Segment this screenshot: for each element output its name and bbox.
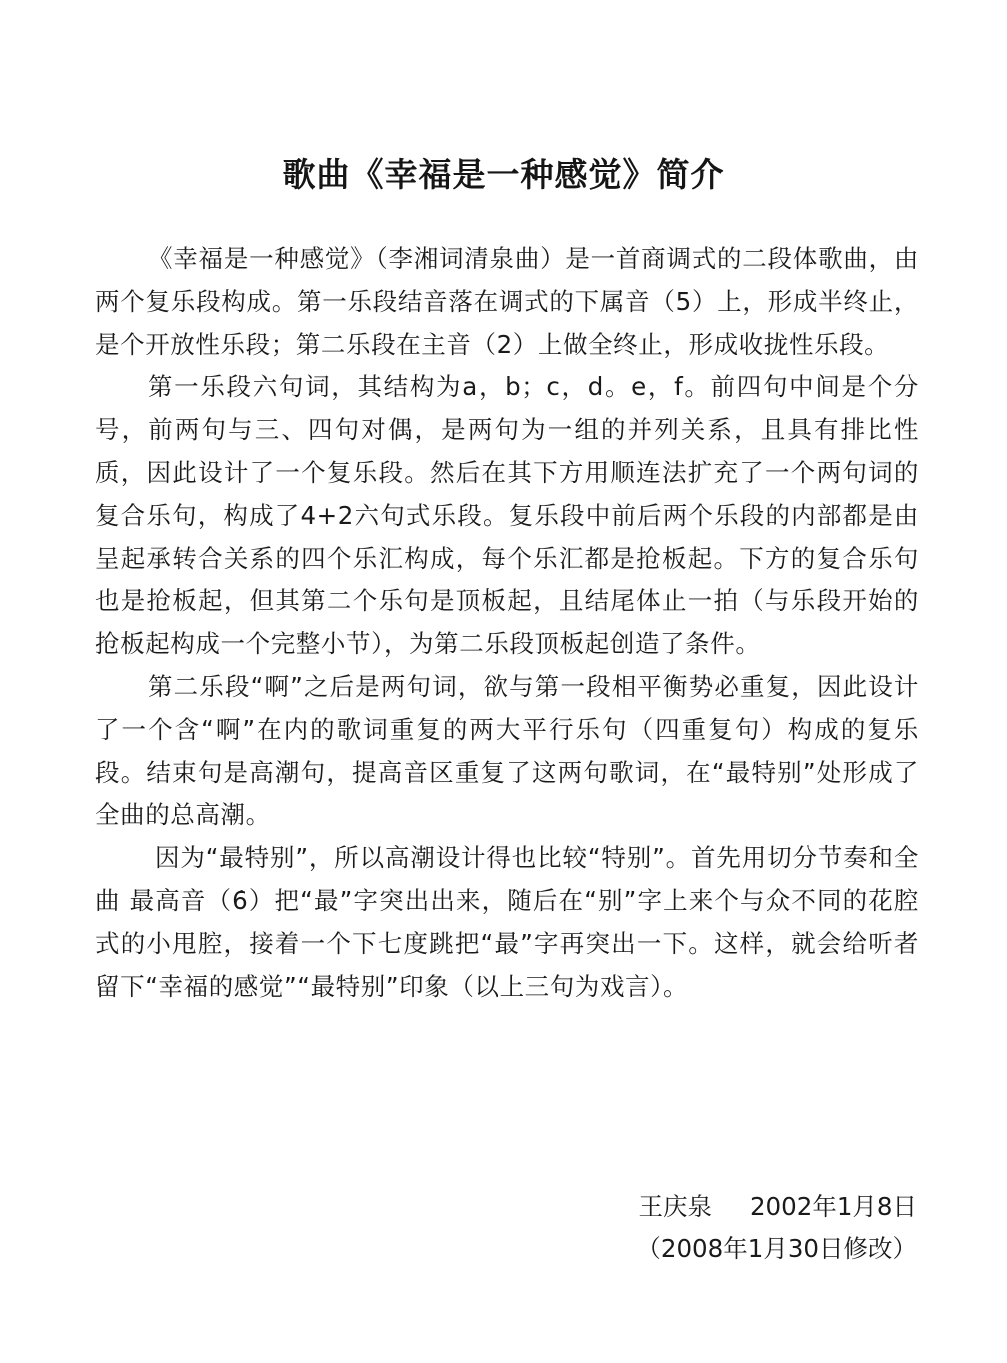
paragraph-intro: 《幸福是一种感觉》（李湘词清泉曲）是一首商调式的二段体歌曲，由两个复乐段构成。第一乐段结音落在调式的下属音（5）上，形成半终止，是个开放性乐段；第二乐段在主音（2）上做全终止，形成收拢性乐段。 (95, 244, 919, 359)
signature-line (636, 1186, 917, 1228)
paragraph-first-section: 第一乐段六句词，其结构为a，b；c，d。e，f。前四句中间是个分号，前两句与三、四句对偶，是两句为一组的并列关系，且具有排比性质，因此设计了一个复乐段。然后在其下方用顺连法扩充了一个两句词的复合乐句，构成了4+2六句式乐段。复乐段中前后两个乐段的内部都是由呈起承转合关系的四个乐汇构成，每个乐汇都是抢板起。下方的复合乐句也是抢板起，但其第二个乐句是顶板起，且结尾体止一拍（与乐段开始的抢板起构成一个完整小节），为第二乐段顶板起创造了条件。 (95, 372, 919, 659)
document-title: 歌曲《幸福是一种感觉》简介 (282, 155, 725, 194)
signature-date: 2002年1月8日 (749, 1192, 917, 1221)
paragraph-climax: 因为“最特别”，所以高潮设计得也比较“特别”。首先用切分节奏和全曲 最高音（6̇）把“最”字突出出来，随后在“别”字上来个与众不同的花腔式的小甩腔，接着一个下七度跳把“最”字再突出一下。这样，就会给听者留下“幸福的感觉”“最特别”印象（以上三句为戏言）。 (95, 843, 919, 1001)
author-name: 王庆泉 (638, 1192, 712, 1221)
paragraph-second-section: 第二乐段“啊”之后是两句词，欲与第一段相平衡势必重复，因此设计了一个含“啊”在内的歌词重复的两大平行乐句（四重复句）构成的复乐段。结束句是高潮句，提高音区重复了这两句歌词，在“最特别”处形成了全曲的总高潮。 (95, 671, 919, 830)
signature-block (636, 1186, 917, 1270)
document-body (95, 238, 919, 1008)
revision-note: （2008年1月30日修改） (636, 1234, 917, 1263)
